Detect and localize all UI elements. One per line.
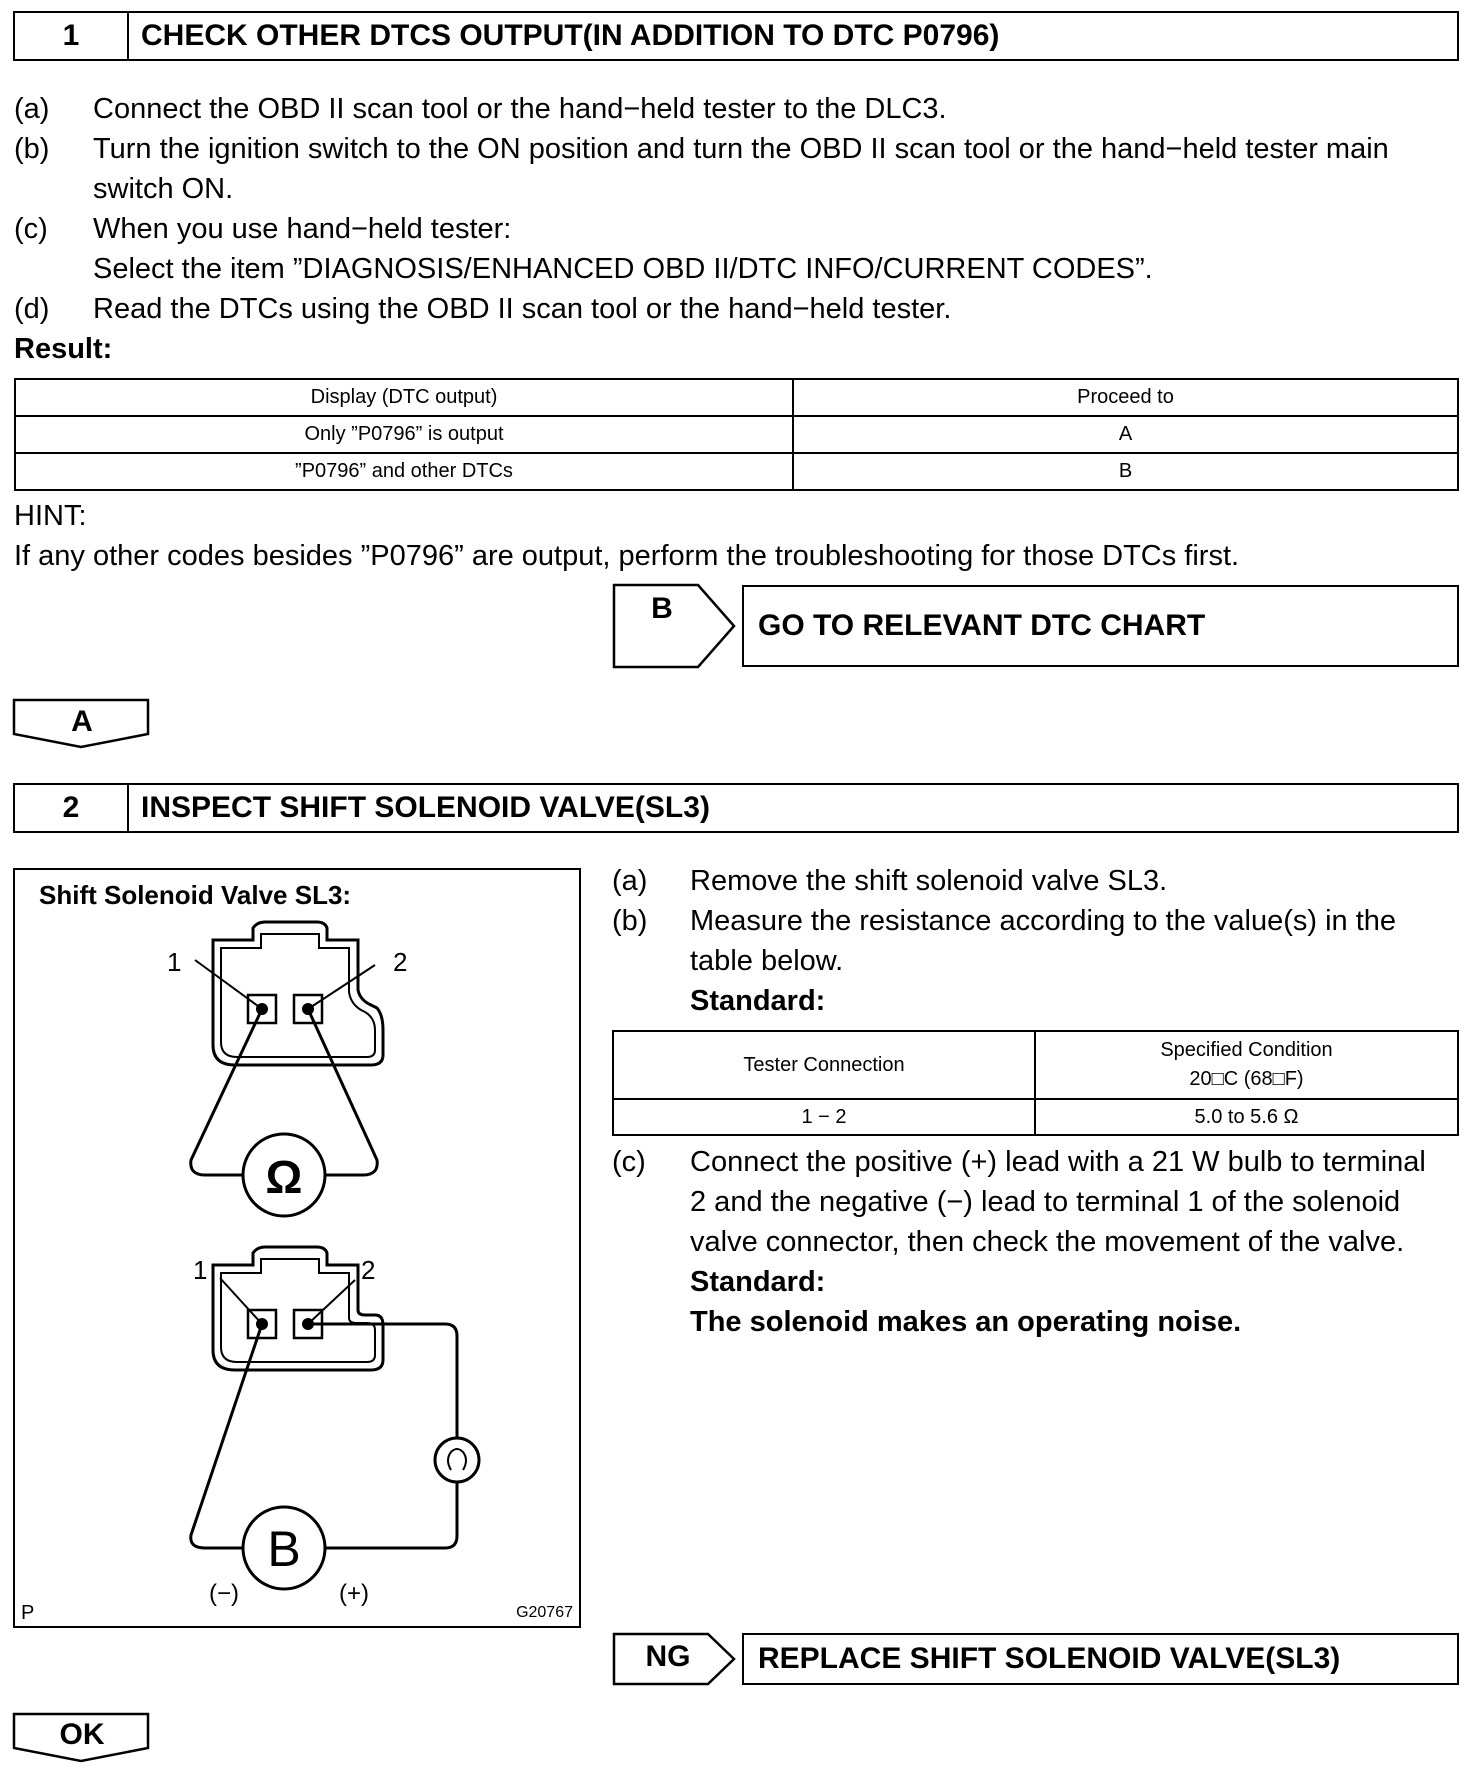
branch-b-text: GO TO RELEVANT DTC CHART bbox=[758, 609, 1206, 642]
branch-b-label: B bbox=[651, 592, 673, 625]
spec-header-condition bbox=[1035, 1031, 1458, 1099]
table-row bbox=[15, 453, 1458, 490]
result-row2-display: ”P0796” and other DTCs bbox=[15, 453, 793, 490]
step2-item-c-text3: valve connector, then check the movement of the valve. bbox=[690, 1226, 1405, 1258]
diagram-title: Shift Solenoid Valve SL3: bbox=[39, 880, 352, 910]
step2-item-c-text1: Connect the positive (+) lead with a 21 W bulb to terminal bbox=[690, 1146, 1426, 1178]
result-table bbox=[14, 378, 1459, 491]
spec-table bbox=[612, 1030, 1459, 1136]
spec-row-condition: 5.0 to 5.6 Ω bbox=[1035, 1099, 1458, 1135]
bottom-pin1-label: 1 bbox=[193, 1255, 208, 1285]
table-row bbox=[613, 1099, 1458, 1135]
step1-title: CHECK OTHER DTCS OUTPUT(IN ADDITION TO DTC P0796) bbox=[141, 19, 1000, 52]
figure-id: G20767 bbox=[516, 1604, 573, 1621]
step2-header bbox=[13, 783, 1459, 833]
bottom-pin2-label: 2 bbox=[361, 1255, 376, 1285]
result-row1-proceed: A bbox=[793, 416, 1458, 453]
spec-header-condition-line1: Specified Condition bbox=[1160, 1039, 1333, 1061]
step1-item-b-text1: Turn the ignition switch to the ON position and turn the OBD II scan tool or the hand−held tester main bbox=[93, 133, 1389, 165]
result-header-display: Display (DTC output) bbox=[15, 379, 793, 416]
hint-text: If any other codes besides ”P0796” are output, perform the troubleshooting for those DTCs first. bbox=[14, 540, 1240, 572]
step2-item-a-label: (a) bbox=[612, 865, 648, 897]
spec-header-condition-line2: 20□C (68□F) bbox=[1189, 1068, 1304, 1090]
spec-row-connection: 1 − 2 bbox=[613, 1099, 1035, 1135]
branch-b-box bbox=[742, 585, 1459, 667]
step1-item-c-label: (c) bbox=[14, 213, 48, 245]
branch-a-label: A bbox=[71, 705, 93, 738]
step2-title: INSPECT SHIFT SOLENOID VALVE(SL3) bbox=[141, 791, 710, 824]
step2-item-b-text1: Measure the resistance according to the value(s) in the bbox=[690, 905, 1397, 937]
result-header-proceed: Proceed to bbox=[793, 379, 1458, 416]
step1-item-c-text2: Select the item ”DIAGNOSIS/ENHANCED OBD II/DTC INFO/CURRENT CODES”. bbox=[93, 253, 1153, 285]
top-pin2-label: 2 bbox=[393, 947, 408, 977]
step2-number: 2 bbox=[15, 785, 129, 831]
step2-item-a-text: Remove the shift solenoid valve SL3. bbox=[690, 865, 1168, 897]
negative-label: (−) bbox=[209, 1580, 239, 1607]
standard-label: Standard: bbox=[690, 985, 826, 1017]
standard2-label: Standard: bbox=[690, 1266, 826, 1298]
diagram-drawing bbox=[15, 870, 581, 1628]
step1-item-c-text1: When you use hand−held tester: bbox=[93, 213, 512, 245]
step1-item-d-text: Read the DTCs using the OBD II scan tool or the hand−held tester. bbox=[93, 293, 952, 325]
spec-header-connection: Tester Connection bbox=[613, 1031, 1035, 1099]
step1-item-b-text2: switch ON. bbox=[93, 173, 234, 205]
step1-item-a-text: Connect the OBD II scan tool or the hand−held tester to the DLC3. bbox=[93, 93, 947, 125]
step2-item-c-text2: 2 and the negative (−) lead to terminal 1 of the solenoid bbox=[690, 1186, 1401, 1218]
standard2-text: The solenoid makes an operating noise. bbox=[690, 1306, 1242, 1338]
result-row2-proceed: B bbox=[793, 453, 1458, 490]
ng-label: NG bbox=[645, 1640, 691, 1673]
positive-label: (+) bbox=[339, 1580, 369, 1607]
step2-item-c-label: (c) bbox=[612, 1146, 646, 1178]
top-pin1-label: 1 bbox=[167, 947, 182, 977]
step1-item-d-label: (d) bbox=[14, 293, 50, 325]
result-label: Result: bbox=[14, 333, 113, 365]
ng-box bbox=[742, 1633, 1459, 1685]
step2-item-b-label: (b) bbox=[612, 905, 648, 937]
ohm-icon: Ω bbox=[265, 1151, 303, 1203]
solenoid-diagram bbox=[13, 868, 581, 1628]
step2-item-b-text2: table below. bbox=[690, 945, 844, 977]
result-row1-display: Only ”P0796” is output bbox=[15, 416, 793, 453]
step1-item-a-label: (a) bbox=[14, 93, 50, 125]
battery-icon: B bbox=[267, 1521, 301, 1577]
ok-label: OK bbox=[59, 1718, 105, 1751]
hint-label: HINT: bbox=[14, 500, 87, 532]
diagram-corner-label: P bbox=[21, 1602, 35, 1624]
step1-header bbox=[13, 11, 1459, 61]
ng-text: REPLACE SHIFT SOLENOID VALVE(SL3) bbox=[758, 1642, 1341, 1675]
table-row bbox=[15, 416, 1458, 453]
step1-item-b-label: (b) bbox=[14, 133, 50, 165]
step1-number: 1 bbox=[15, 13, 129, 59]
